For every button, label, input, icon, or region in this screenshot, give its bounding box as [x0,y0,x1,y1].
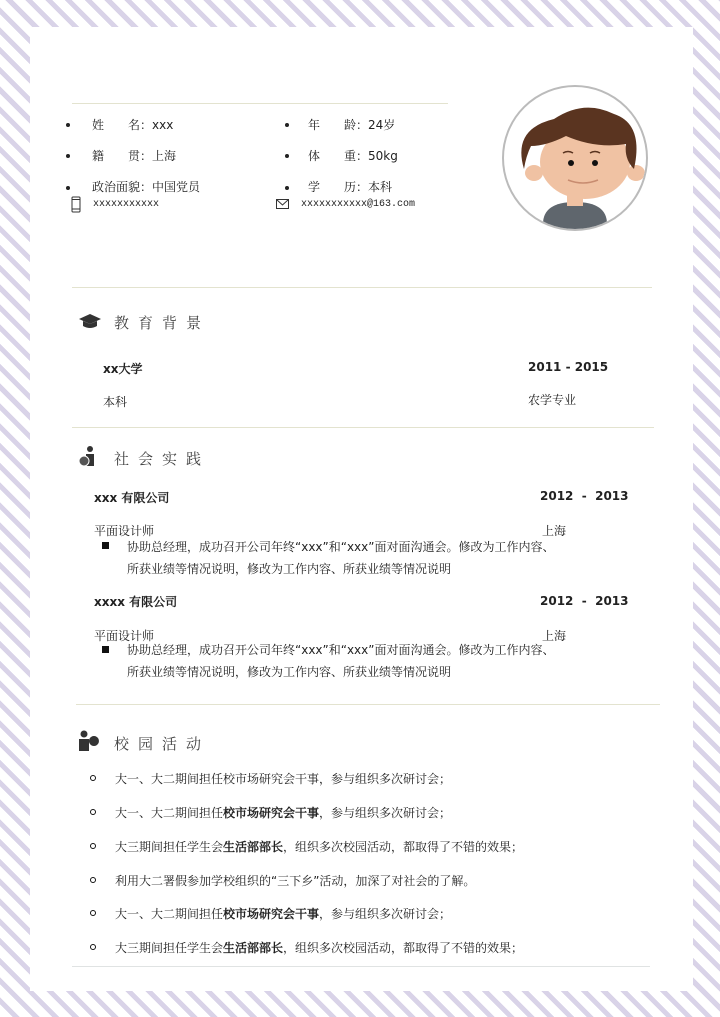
bullet [285,154,289,158]
education-field [308,178,392,195]
divider [72,103,448,104]
divider [72,287,652,288]
ring-bullet [90,944,96,950]
company-name: xxxx 有限公司 [94,595,178,609]
activity-text-post: ，参与组织多次研讨会； [319,907,452,921]
activity-text-pre: 大一、大二期间担任 [115,907,224,921]
bullet [66,186,70,190]
location-text: 上海 [542,629,567,643]
value: 上海 [152,149,177,163]
campus-activity-item [115,905,451,922]
activity-text-pre: 大三期间担任学生会 [115,941,224,955]
education-period: 2011 - 2015 [528,360,609,374]
activity-text-post: ，组织多次校园活动，都取得了不错的效果； [283,941,524,955]
campus-activity-item [115,939,523,956]
campus-activity-item [115,804,451,821]
activity-text-post: ，参与组织多次研讨会； [319,806,452,820]
ring-bullet [90,809,96,815]
value: 中国党员 [152,180,201,194]
square-bullet [102,646,109,653]
divider [76,704,660,705]
square-bullet [102,542,109,549]
avatar [498,84,652,234]
campus-activity-item [115,872,475,889]
job-description: 协助总经理，成功召开公司年终“xxx”和“xxx”面对面沟通会。修改为工作内容、 [127,540,555,554]
value: xxx [152,118,174,132]
bullet [66,123,70,127]
value: 50kg [368,149,398,163]
job-period: 2012 - 2013 [540,594,629,608]
ring-bullet [90,877,96,883]
major: 农学专业 [528,393,577,407]
section-title: 校园活动 [114,735,211,753]
company-name: xxx 有限公司 [94,491,170,505]
section-title: 教育背景 [114,314,211,332]
job-description: 所获业绩等情况说明，修改为工作内容、所获业绩等情况说明 [127,562,452,576]
hometown-field [92,147,176,164]
job-location [542,627,567,643]
bullet [285,123,289,127]
activity-text-post: ，组织多次校园活动，都取得了不错的效果； [283,840,524,854]
label: 体 重： [308,149,369,163]
activity-text-pre: 大一、大二期间担任 [115,806,224,820]
name-field [92,116,173,133]
location-text: 上海 [542,524,567,538]
activity-text-bold: 校市场研究会干事 [223,806,320,820]
label: 籍 贯： [92,149,153,163]
campus-activity-item [115,770,451,787]
role-text: 平面设计师 [94,524,155,538]
ring-bullet [90,843,96,849]
label: 政治面貌： [92,180,153,194]
activity-text-pre: 大一、大二期间担任校市场研究会干事，参与组织多次研讨会； [115,772,452,786]
value: 本科 [368,180,393,194]
phone-icon [71,196,81,213]
campus-activity-icon [78,730,100,752]
social-practice-icon [78,445,100,467]
bullet [66,154,70,158]
section-title: 社会实践 [114,450,211,468]
role-text: 平面设计师 [94,629,155,643]
divider [72,427,654,428]
ring-bullet [90,910,96,916]
job-location [542,522,567,538]
activity-text-pre: 大三期间担任学生会 [115,840,224,854]
phone-number: xxxxxxxxxxx [93,199,160,210]
activity-text-bold: 校市场研究会干事 [223,907,320,921]
mail-icon [276,199,289,209]
job-description: 协助总经理，成功召开公司年终“xxx”和“xxx”面对面沟通会。修改为工作内容、 [127,643,555,657]
campus-activity-item [115,838,523,855]
activity-text-bold: 生活部部长 [223,840,284,854]
politics-field [92,178,200,195]
job-role [94,522,155,538]
job-description: 所获业绩等情况说明，修改为工作内容、所获业绩等情况说明 [127,665,452,679]
value: 24岁 [368,118,396,132]
degree-text: 本科 [103,395,128,409]
job-period: 2012 - 2013 [540,489,629,503]
email-address: xxxxxxxxxxx@163.com [301,199,416,210]
bullet [285,186,289,190]
divider [72,966,650,967]
weight-field [308,147,398,164]
label: 学 历： [308,180,369,194]
label: 姓 名： [92,118,153,132]
school-name: xx大学 [103,362,143,376]
ring-bullet [90,775,96,781]
label: 年 龄： [308,118,369,132]
degree [103,393,128,409]
job-role [94,627,155,643]
age-field [308,116,395,133]
graduation-cap-icon [79,313,101,329]
activity-text-pre: 利用大二署假参加学校组织的“三下乡”活动，加深了对社会的了解。 [115,874,476,888]
activity-text-bold: 生活部部长 [223,941,284,955]
